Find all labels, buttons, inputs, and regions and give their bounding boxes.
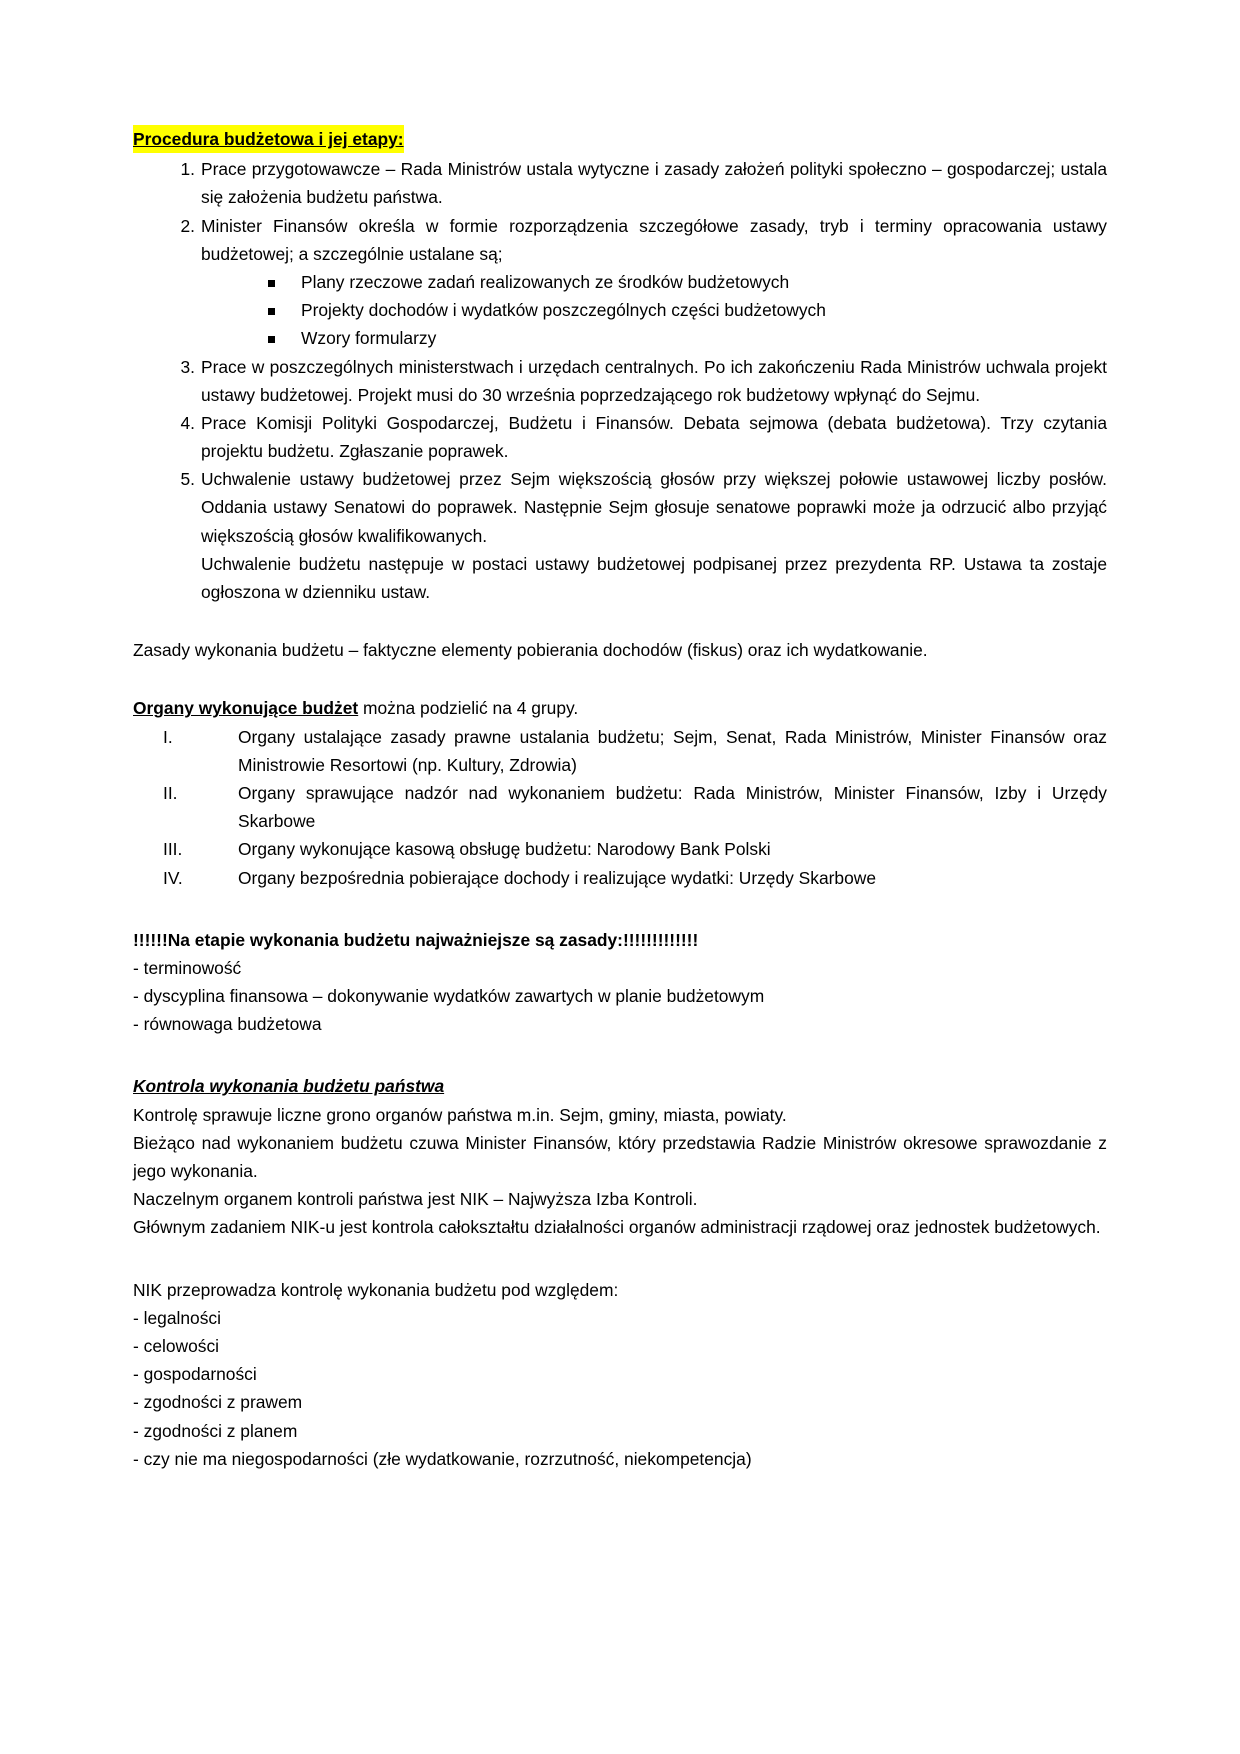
list-item-number: 5. bbox=[180, 469, 195, 490]
list-item bbox=[133, 296, 1107, 324]
list-item-number: 3. bbox=[180, 356, 195, 377]
kontrola-heading: Kontrola wykonania budżetu państwa bbox=[133, 1076, 445, 1097]
kontrola-paragraph: Głównym zadaniem NIK-u jest kontrola całokształtu działalności organów administracji rządowej oraz jednostek budżetowych. bbox=[133, 1217, 1101, 1238]
square-bullet-icon bbox=[268, 280, 275, 287]
list-item bbox=[133, 409, 1107, 465]
nik-item: - legalności bbox=[133, 1307, 221, 1328]
organy-list bbox=[133, 723, 1107, 892]
nik-item: - zgodności z planem bbox=[133, 1420, 298, 1441]
nik-heading: NIK przeprowadza kontrolę wykonania budżetu pod względem: bbox=[133, 1279, 619, 1300]
list-item bbox=[133, 324, 1107, 352]
nik-item: - gospodarności bbox=[133, 1364, 257, 1385]
zasady-wykonania-paragraph: Zasady wykonania budżetu – faktyczne elementy pobierania dochodów (fiskus) oraz ich wydatkowanie. bbox=[133, 640, 928, 661]
list-item-number: I. bbox=[163, 726, 173, 747]
organy-heading-rest: można podzielić na 4 grupy. bbox=[358, 698, 579, 719]
list-item bbox=[133, 835, 1107, 863]
document-body bbox=[133, 125, 1107, 1473]
zasady-wykonania-heading: !!!!!!Na etapie wykonania budżetu najważniejsze są zasady:!!!!!!!!!!!!! bbox=[133, 929, 699, 950]
step5-continuation: Uchwalenie budżetu następuje w postaci ustawy budżetowej podpisanej przez prezydenta RP. Ustawa ta zostaje ogłoszona w dzienniku ustaw. bbox=[201, 553, 1107, 602]
list-item-number: IV. bbox=[163, 867, 183, 888]
list-item-text: Organy sprawujące nadzór nad wykonaniem budżetu: Rada Ministrów, Minister Finansów, Izby i Urzędy Skarbowe bbox=[238, 782, 1107, 832]
list-item bbox=[133, 353, 1107, 409]
nik-item: - czy nie ma niegospodarności (złe wydatkowanie, rozrzutność, niekompetencja) bbox=[133, 1448, 752, 1469]
list-item bbox=[133, 779, 1107, 835]
list-item bbox=[133, 268, 1107, 296]
zasady-item: - dyscyplina finansowa – dokonywanie wydatków zawartych w planie budżetowym bbox=[133, 986, 765, 1007]
nik-item: - zgodności z prawem bbox=[133, 1392, 303, 1413]
list-item-number: 4. bbox=[180, 412, 195, 433]
list-item bbox=[133, 155, 1107, 211]
list-item-number: III. bbox=[163, 839, 183, 860]
budget-procedure-steps-cont bbox=[133, 353, 1107, 550]
nik-item: - celowości bbox=[133, 1335, 220, 1356]
list-item-text: Prace Komisji Polityki Gospodarczej, Budżetu i Finansów. Debata sejmowa (debata budżetowa). Trzy czytania projektu budżetu. Zgłaszanie poprawek. bbox=[201, 412, 1107, 462]
list-item bbox=[133, 723, 1107, 779]
square-bullet-icon bbox=[268, 308, 275, 315]
list-item-text: Wzory formularzy bbox=[301, 328, 437, 349]
list-item bbox=[133, 465, 1107, 550]
list-item-text: Organy bezpośrednia pobierające dochody i realizujące wydatki: Urzędy Skarbowe bbox=[238, 867, 877, 888]
kontrola-paragraph: Naczelnym organem kontroli państwa jest NIK – Najwyższa Izba Kontroli. bbox=[133, 1189, 698, 1210]
list-item-text: Organy ustalające zasady prawne ustalania budżetu; Sejm, Senat, Rada Ministrów, Minister Finansów oraz Ministrowie Resortowi (np. Kultury, Zdrowia) bbox=[238, 726, 1107, 775]
list-item-text: Plany rzeczowe zadań realizowanych ze środków budżetowych bbox=[301, 271, 790, 292]
list-item bbox=[133, 864, 1107, 892]
list-item-text: Prace przygotowawcze – Rada Ministrów ustala wytyczne i zasady założeń polityki społeczno – gospodarczej; ustala się założenia budżetu państwa. bbox=[201, 159, 1107, 208]
kontrola-paragraph: Kontrolę sprawuje liczne grono organów państwa m.in. Sejm, gminy, miasta, powiaty. bbox=[133, 1104, 787, 1125]
square-bullet-icon bbox=[268, 336, 275, 343]
list-item-number: 2. bbox=[180, 215, 195, 236]
list-item-text: Projekty dochodów i wydatków poszczególnych części budżetowych bbox=[301, 300, 826, 321]
kontrola-paragraph: Bieżąco nad wykonaniem budżetu czuwa Minister Finansów, który przedstawia Radzie Ministrów okresowe sprawozdanie z jego wykonania. bbox=[133, 1132, 1107, 1181]
list-item bbox=[133, 212, 1107, 268]
list-item-number: II. bbox=[163, 782, 178, 803]
zasady-item: - równowaga budżetowa bbox=[133, 1014, 322, 1035]
list-item-text: Minister Finansów określa w formie rozporządzenia szczegółowe zasady, tryb i terminy opracowania ustawy budżetowej; a szczególnie ustalane są; bbox=[201, 215, 1107, 264]
organy-heading-underlined: Organy wykonujące budżet bbox=[133, 698, 359, 719]
zasady-item: - terminowość bbox=[133, 957, 242, 978]
page-title: Procedura budżetowa i jej etapy: bbox=[133, 125, 404, 153]
list-item-text: Uchwalenie ustawy budżetowej przez Sejm większością głosów przy większej połowie ustawowej liczby posłów. Oddania ustawy Senatowi do poprawek. Następnie Sejm głosuje senatowe poprawki może ja odrzucić albo przyjąć większością głosów kwalifikowanych. bbox=[201, 469, 1107, 546]
budget-procedure-steps bbox=[133, 155, 1107, 268]
list-item-text: Organy wykonujące kasową obsługę budżetu: Narodowy Bank Polski bbox=[238, 839, 771, 860]
list-item-text: Prace w poszczególnych ministerstwach i urzędach centralnych. Po ich zakończeniu Rada Ministrów uchwala projekt ustawy budżetowej. Projekt musi do 30 września poprzedzającego rok budżetowy wpłynąć do Sejmu. bbox=[201, 356, 1107, 405]
list-item-number: 1. bbox=[180, 159, 195, 180]
organy-heading bbox=[133, 694, 1107, 722]
page-title-line bbox=[133, 125, 1107, 155]
sub-bullet-list bbox=[133, 268, 1107, 353]
